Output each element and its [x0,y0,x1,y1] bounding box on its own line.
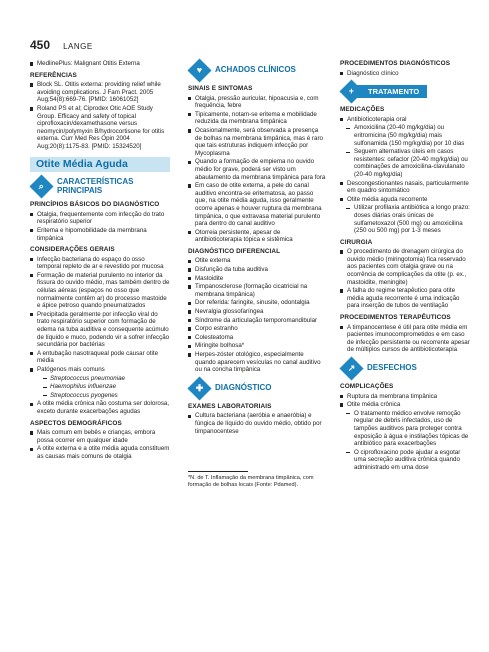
section-title: CARACTERÍSTICAS PRINCIPAIS [57,177,134,195]
list-item: Miringite bolhosa* [188,342,326,350]
section-desfechos [340,358,470,379]
section-heading-consideracoes: CONSIDERAÇÕES GERAIS [30,246,115,254]
list-item: Otite externa [188,257,326,265]
book-title: LANGE [63,42,93,51]
section-achados [188,60,326,81]
list-item: Colesteatoma [188,334,326,342]
section-heading-medicacoes: MEDICAÇÕES [340,106,385,114]
diferencial-list [188,257,326,373]
proc-ter-list [340,324,470,354]
exames-list [188,412,326,435]
list-subitem: Haemophilus influenzae [30,383,170,391]
list-subitem: Amoxicilina (20-40 mg/kg/dia) ou eritromicina (50 mg/kg/dia) mais sulfonamida (150 mg/kg/dia) por 10 dias [340,124,470,147]
section-heading-cirurgia: CIRURGIA [340,238,373,246]
list-subitem: O tratamento médico envolve remoção regular de debris infectados, uso de tampões auditivos para proteger contra exposição à água e instilações tópicas de antibiótico para exacerbações [340,410,470,448]
list-item: Mais comum em bebês e crianças, embora possa ocorrer em qualquer idade [30,429,170,444]
list-item: A entubação nasotraqueal pode causar otite média [30,350,170,365]
list-item: Otalgia, pressão auricular, hipoacusia e, com frequência, febre [188,95,326,110]
list-item: A timpanocentese é útil para otite média em pacientes imunocomprometidos e em caso de infecção persistente ou recorrente apesar de múltiplos cursos de antibioticoterapia [340,324,470,354]
list-item: Em caso de otite externa, a pele do canal auditivo encontra-se eritematosa, ao passo que, na otite média aguda, isso geralmente ocorre apenas e houver ruptura da membrana timpânica, o que extravasa material purulento para dentro do canal auditivo [188,182,326,228]
diamond-microscope-icon: ✚ [187,376,211,400]
principios-list [30,211,170,242]
diamond-chart-icon: ↗ [339,356,363,380]
section-heading-principios: PRINCÍPIOS BÁSICOS DO DIAGNÓSTICO [30,201,160,209]
section-title: ACHADOS CLÍNICOS [215,65,296,75]
section-heading-diferencial: DIAGNÓSTICO DIFERENCIAL [188,247,281,255]
list-item: Block SL. Otitis externa: providing relief while avoiding complications. J Fam Pract. 2005 Aug;54(8):669-76. [PMID: 16061052] [30,81,170,104]
list-item: A otite externa e a otite média aguda constituem as causas mais comuns de otalgia [30,445,170,460]
column-right [340,60,470,473]
list-item: Otorreia persistente, apesar de antibioticoterapia tópica e sistêmica [188,229,326,244]
list-item: Timpanosclerose (formação cicatricial na membrana timpânica) [188,283,326,298]
page-number: 450 [30,38,51,52]
list-item: A otite média crônica não costuma ser dolorosa, exceto durante exacerbações agudas [30,400,170,415]
list-subitem: O ciprofloxacino pode ajudar a esgotar uma secreção auditiva crônica quando administrado em uma dose [340,449,470,472]
diamond-stethoscope-icon: ♥ [187,58,211,82]
list-item: Corpo estranho [188,325,326,333]
list-item: MedlinePlus: Malignant Otitis Externa [30,60,170,68]
section-caracteristicas [30,176,170,197]
column-left [30,60,170,462]
section-title: DIAGNÓSTICO [215,383,272,393]
section-title: DESFECHOS [367,363,417,373]
list-item: Nevralgia glossofaríngea [188,308,326,316]
list-item: Disfunção da tuba auditiva [188,266,326,274]
list-item: Otite média aguda recorrente [340,196,470,204]
list-item: Descongestionantes nasais, particularmente em quadro sintomático [340,180,470,195]
consideracoes-list [30,256,170,416]
list-item: Patógenos mais comuns [30,366,170,374]
list-item: Cultura bacteriana (aeróbia e anaeróbia) e fúngica de líquido do ouvido médio, obtido por timpanocentese [188,412,326,435]
list-item: Precipitada geralmente por infecção viral do trato respiratório superior com formação de edema na tuba auditiva e consequente acúmulo de líquido e muco, podendo vir a sofrer infecção secundária por bactérias [30,311,170,349]
list-item: Otalgia, frequentemente com infecção do trato respiratório superior [30,211,170,226]
section-tratamento [340,81,470,102]
list-item: Diagnóstico clínico [340,70,470,78]
list-item: Antibioticoterapia oral [340,116,470,124]
section-heading-references: REFERÊNCIAS [30,71,77,79]
list-item: Síndrome da articulação temporomandibular [188,317,326,325]
list-subitem: Utilizar profilaxia antibiótica a longo prazo: doses diárias orais únicas de sulfametoxazol (500 mg) ou amoxicilina (250 ou 500 mg) por 1-3 meses [340,204,470,234]
list-item: Infecção bacteriana do espaço do osso temporal repleto de ar e revestido por mucosa [30,256,170,271]
section-heading-complicacoes: COMPLICAÇÕES [340,383,394,390]
list-item: Ocasionalmente, será observada a presença de bolhas na membrana timpânica, mas é raro que tais estruturas indiquem infecção por Mycoplasma [188,127,326,157]
diamond-magnifier-icon: ⌕ [29,175,53,199]
footnote-text: *N. de T. Inflamação da membrana timpânica, com formação de bolhas locais (Fonte: Pdamed). [188,475,314,488]
list-item: Mastoidite [188,275,326,283]
list-subitem: Seguem alternativas úteis em casos resistentes: cefaclor (20-40 mg/kg/dia) ou combinações de amoxicilina-clavulanato (20-40 mg/kg/dia) [340,148,470,178]
section-heading-proc-terapeuticos: PROCEDIMENTOS TERAPÊUTICOS [340,314,451,322]
medicacoes-list [340,116,470,235]
demograficos-list [30,429,170,460]
list-item: A falha do regime terapêutico para otite média aguda recorrente é uma indicação para inserção de tubos de ventilação [340,287,470,310]
list-item: Quando a formação de empiema no ouvido médio for grave, poderá ser visto um abaulamento da membrana timpânica para fora [188,158,326,181]
list-subitem: Streptococcus pyogenes [30,392,170,400]
cirurgia-list [340,248,470,310]
list-item: Dor referida: faringite, sinusite, odontalgia [188,299,326,307]
section-heading-demograficos: ASPECTOS DEMOGRÁFICOS [30,419,122,427]
sinais-list [188,95,326,244]
list-item: Herpes-zóster otológico, especialmente quando aparecem vesículas no canal auditivo ou na concha timpânica [188,351,326,374]
complicacoes-list [340,393,470,472]
list-item: Formação de material purulento no interior da fissura do ouvido médio, mas também dentro de células aéreas (espaços no osso que normalmente contêm ar) do processo mastoide e ápice petroso quando pneumatizados [30,272,170,310]
list-item: Tipicamente, notam-se eritema e mobilidade reduzida da membrana timpânica [188,111,326,126]
column-middle [188,60,326,489]
section-heading-sinais: SINAIS E SINTOMAS [188,85,253,92]
reference-list-top [30,60,170,68]
proc-diag-list [340,70,470,78]
chapter-title: Otite Média Aguda [30,157,170,173]
section-heading-proc-diag: PROCEDIMENTOS DIAGNÓSTICOS [340,60,451,67]
list-item: O procedimento de drenagem cirúrgica do ouvido médio (miringotomia) fica reservado aos pacientes com otalgia grave ou na ocorrência de complicações da otite (p. ex., mastoidite, meningite) [340,248,470,286]
list-item: Otite média crônica [340,401,470,409]
section-heading-exames: EXAMES LABORATORIAIS [188,402,272,410]
list-item: Roland PS et al; Ciprodex Otic AOE Study Group. Efficacy and safety of topical ciprofloxacin/dexamethasone versus neomycin/polymyxin B/hydrocortisone for otitis externa. Curr Med Res Opin 2004 Aug;20(8):1175-83. [PMID: 15324520] [30,105,170,151]
references-list [30,81,170,150]
footnote [188,471,314,489]
diamond-pill-icon: + [339,80,363,104]
section-diagnostico [188,378,326,399]
list-subitem: Streptococcus pneumoniae [30,375,170,383]
section-title: TRATAMENTO [354,85,427,99]
page-header [30,38,93,52]
list-item: Eritema e hipomobilidade da membrana timpânica [30,227,170,242]
list-item: Ruptura da membrana timpânica [340,393,470,401]
